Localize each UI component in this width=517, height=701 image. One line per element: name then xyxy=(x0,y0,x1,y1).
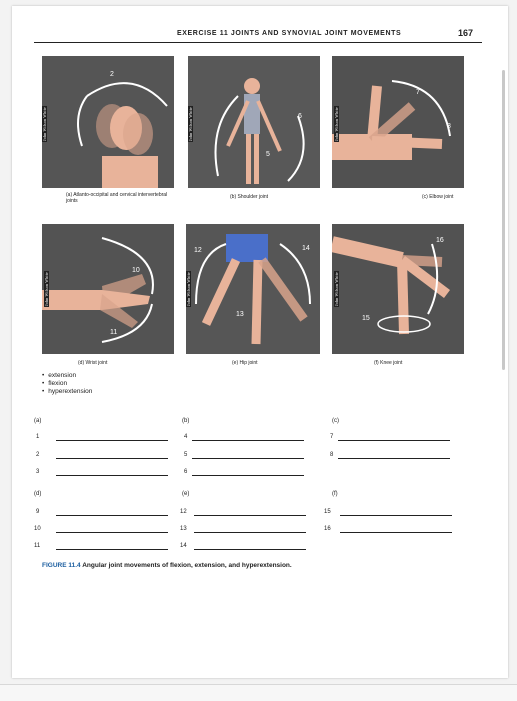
photo-credit-e: John Wilson White xyxy=(186,272,191,306)
photo-f-knee xyxy=(332,224,464,354)
photo-credit-c: John Wilson White xyxy=(334,107,339,141)
answer-blank-3[interactable] xyxy=(56,475,168,476)
scrollbar-thumb[interactable] xyxy=(502,70,505,370)
caption-e: (e) Hip joint xyxy=(232,360,258,366)
figure-text: Angular joint movements of flexion, extension, and hyperextension. xyxy=(82,562,292,569)
answer-blank-11[interactable] xyxy=(56,549,168,550)
item-number: 7 xyxy=(330,434,334,440)
answer-blank-9[interactable] xyxy=(56,515,168,516)
photo-e-hip xyxy=(186,224,320,354)
item-number: 14 xyxy=(180,543,187,549)
textbook-page xyxy=(12,6,508,678)
item-number: 11 xyxy=(34,543,41,549)
photo-a-neck xyxy=(42,56,174,188)
wrist-illustration xyxy=(42,224,174,354)
page-number: 167 xyxy=(458,28,474,38)
svg-text:14: 14 xyxy=(302,245,310,252)
svg-text:13: 13 xyxy=(236,311,244,318)
answer-blank-8[interactable] xyxy=(338,458,450,459)
answer-blank-2[interactable] xyxy=(56,458,168,459)
photo-c-elbow xyxy=(332,56,464,188)
group-label-b: (b) xyxy=(182,418,190,424)
answer-blank-12[interactable] xyxy=(194,515,306,516)
photo-credit-d: John Wilson White xyxy=(44,272,49,306)
group-label-f: (f) xyxy=(332,491,338,497)
term-item: • extension xyxy=(42,372,92,380)
figure-label: FIGURE 11.4 xyxy=(42,562,81,569)
item-number: 16 xyxy=(324,526,331,532)
item-number: 12 xyxy=(180,509,187,515)
item-number: 2 xyxy=(36,452,40,458)
answer-blank-10[interactable] xyxy=(56,532,168,533)
svg-text:2: 2 xyxy=(110,71,114,78)
item-number: 8 xyxy=(330,452,334,458)
hip-illustration xyxy=(186,224,320,354)
caption-d: (d) Wrist joint xyxy=(78,360,108,366)
photo-credit-b: John Wilson White xyxy=(188,107,193,141)
item-number: 10 xyxy=(34,526,41,532)
term-list xyxy=(42,372,92,396)
item-number: 15 xyxy=(324,509,331,515)
figure-caption xyxy=(42,562,292,569)
knee-illustration xyxy=(332,224,464,354)
svg-text:10: 10 xyxy=(132,267,140,274)
group-label-a: (a) xyxy=(34,418,42,424)
photo-credit-f: John Wilson White xyxy=(334,272,339,306)
caption-b: (b) Shoulder joint xyxy=(230,194,269,200)
group-label-d: (d) xyxy=(34,491,42,497)
term-item: • hyperextension xyxy=(42,388,92,396)
item-number: 9 xyxy=(36,509,40,515)
answer-blank-4[interactable] xyxy=(192,440,304,441)
header-rule xyxy=(34,42,482,43)
item-number: 6 xyxy=(184,469,188,475)
svg-text:16: 16 xyxy=(436,237,444,244)
svg-text:5: 5 xyxy=(266,151,270,158)
answer-blank-7[interactable] xyxy=(338,440,450,441)
item-number: 13 xyxy=(180,526,187,532)
answer-blank-5[interactable] xyxy=(192,458,304,459)
group-label-e: (e) xyxy=(182,491,190,497)
answer-blank-16[interactable] xyxy=(340,532,452,533)
answer-blank-14[interactable] xyxy=(194,549,306,550)
caption-f: (f) Knee joint xyxy=(374,360,403,366)
svg-text:12: 12 xyxy=(194,247,202,254)
term-item: • flexion xyxy=(42,380,92,388)
svg-text:7: 7 xyxy=(416,89,420,96)
item-number: 5 xyxy=(184,452,188,458)
group-label-c: (c) xyxy=(332,418,339,424)
svg-text:15: 15 xyxy=(362,315,370,322)
photo-b-shoulder xyxy=(188,56,320,188)
answer-blank-6[interactable] xyxy=(192,475,304,476)
photo-d-wrist xyxy=(42,224,174,354)
item-number: 1 xyxy=(36,434,40,440)
answer-blank-15[interactable] xyxy=(340,515,452,516)
caption-a: (a) Atlanto-occipital and cervical intervertebral joints xyxy=(66,192,168,204)
svg-text:11: 11 xyxy=(110,329,118,336)
shoulder-illustration xyxy=(188,56,320,188)
elbow-illustration xyxy=(332,56,464,188)
bottom-toolbar xyxy=(0,684,517,701)
answer-blank-1[interactable] xyxy=(56,440,168,441)
photo-credit-a: John Wilson White xyxy=(42,107,47,141)
item-number: 4 xyxy=(184,434,188,440)
caption-c: (c) Elbow joint xyxy=(422,194,454,200)
answer-blank-13[interactable] xyxy=(194,532,306,533)
svg-text:8: 8 xyxy=(447,123,451,130)
neck-illustration xyxy=(42,56,174,188)
running-header: EXERCISE 11 JOINTS AND SYNOVIAL JOINT MOVEMENTS xyxy=(177,30,402,37)
svg-text:6: 6 xyxy=(298,113,302,120)
item-number: 3 xyxy=(36,469,40,475)
